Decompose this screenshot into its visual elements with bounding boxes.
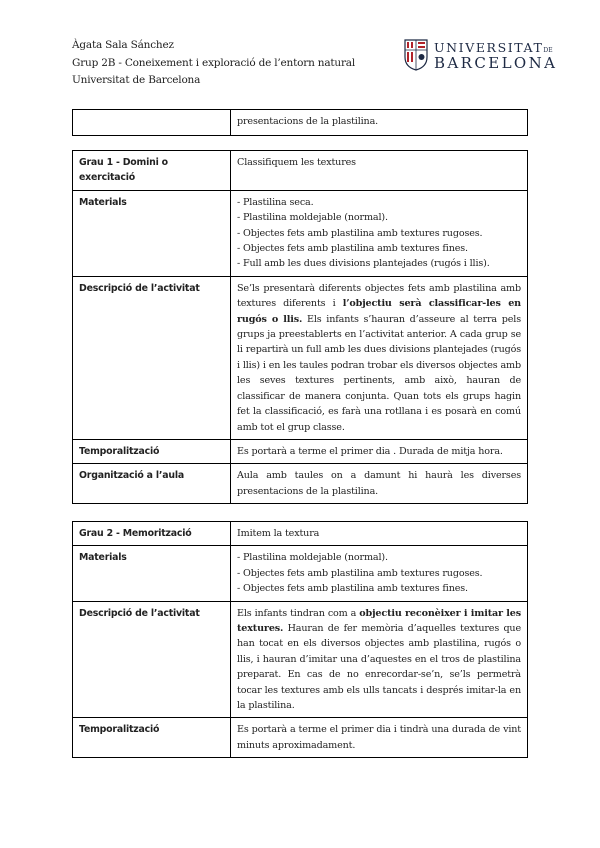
logo-line-2: BARCELONA xyxy=(434,54,558,72)
list-item: - Objectes fets amb plastilina amb textures fines. xyxy=(237,243,468,255)
list-item: - Objectes fets amb plastilina amb textures rugoses. xyxy=(237,227,483,239)
table-row xyxy=(73,276,528,439)
university-name: Universitat de Barcelona xyxy=(72,74,201,86)
table-row xyxy=(73,190,528,276)
grau1-materials-label: Materials xyxy=(73,190,231,276)
continuation-table xyxy=(72,109,528,136)
logo-line-1: UNIVERSITATDE xyxy=(434,40,553,55)
grau2-time-label: Temporalització xyxy=(73,718,231,758)
grau1-description: Se’ls presentarà diferents objectes fets amb plastilina amb textures diferents i l’objectiu serà classificar-les en rugós o llis. Els infants s’hauran d’asseure al terra pels grups ja preestablerts en l’activitat anterior. A cada grup se li repartirà un full amb les dues divisions plantejades (rugós i llis) i en les taules podran trobar els diversos objectes amb les seves textures pertinents, amb això, hauran de classificar de manera conjunta. Quan tots els grups hagin fet la classificació, es farà una rotllana i es posarà en comú amb tot el grup classe. xyxy=(231,276,528,439)
table-row xyxy=(73,718,528,758)
list-item: - Objectes fets amb plastilina amb textures rugoses. xyxy=(237,567,483,579)
author-name: Àgata Sala Sánchez xyxy=(72,39,174,51)
table-row xyxy=(73,151,528,191)
list-item: - Objectes fets amb plastilina amb textures fines. xyxy=(237,583,468,595)
table-row xyxy=(73,439,528,463)
grau1-time-label: Temporalització xyxy=(73,439,231,463)
table-row xyxy=(73,601,528,718)
grau1-time-value: Es portarà a terme el primer dia . Durada de mitja hora. xyxy=(231,439,528,463)
shield-icon xyxy=(404,39,428,71)
table-row xyxy=(73,546,528,601)
table-row xyxy=(73,522,528,546)
grau1-title-value: Classifiquem les textures xyxy=(231,151,528,191)
grau2-materials-label: Materials xyxy=(73,546,231,601)
grau2-title-value: Imitem la textura xyxy=(231,522,528,546)
grau1-materials-list xyxy=(231,190,528,276)
grau2-description-label: Descripció de l’activitat xyxy=(73,601,231,718)
table-row xyxy=(73,464,528,504)
grau2-title-label: Grau 2 - Memorització xyxy=(73,522,231,546)
grau1-organization-label: Organització a l’aula xyxy=(73,464,231,504)
document-header xyxy=(72,37,355,90)
empty-cell xyxy=(73,110,231,136)
course-group: Grup 2B - Coneixement i exploració de l’entorn natural xyxy=(72,56,356,69)
grau1-table xyxy=(72,150,528,504)
grau1-description-label: Descripció de l’activitat xyxy=(73,276,231,439)
list-item: - Plastilina seca. xyxy=(237,196,314,208)
grau2-time-value: Es portarà a terme el primer dia i tindrà una durada de vint minuts aproximadament. xyxy=(231,718,528,758)
grau2-description: Els infants tindran com a objectiu reconèixer i imitar les textures. Hauran de fer memòria d’aquelles textures que han tocat en els diversos objectes amb plastilina, rugós o llis, i hauran d’imitar una d’aquestes en el tros de plastilina preparat. En cas de no enrecordar-se’n, se’ls permetrà tocar les textures amb els ulls tancats i després imitar-la en la plastilina. xyxy=(231,601,528,718)
list-item: - Full amb les dues divisions plantejades (rugós i llis). xyxy=(237,258,490,270)
table-row xyxy=(73,110,528,136)
list-item: - Plastilina moldejable (normal). xyxy=(237,212,388,224)
grau1-title-label: Grau 1 - Domini o exercitació xyxy=(73,151,231,191)
grau1-organization-value: Aula amb taules on a damunt hi haurà les diverses presentacions de la plastilina. xyxy=(231,464,528,504)
continuation-text: presentacions de la plastilina. xyxy=(231,110,528,136)
grau2-table xyxy=(72,521,528,758)
university-logo xyxy=(404,39,564,75)
grau2-materials-list xyxy=(231,546,528,601)
list-item: - Plastilina moldejable (normal). xyxy=(237,552,388,564)
